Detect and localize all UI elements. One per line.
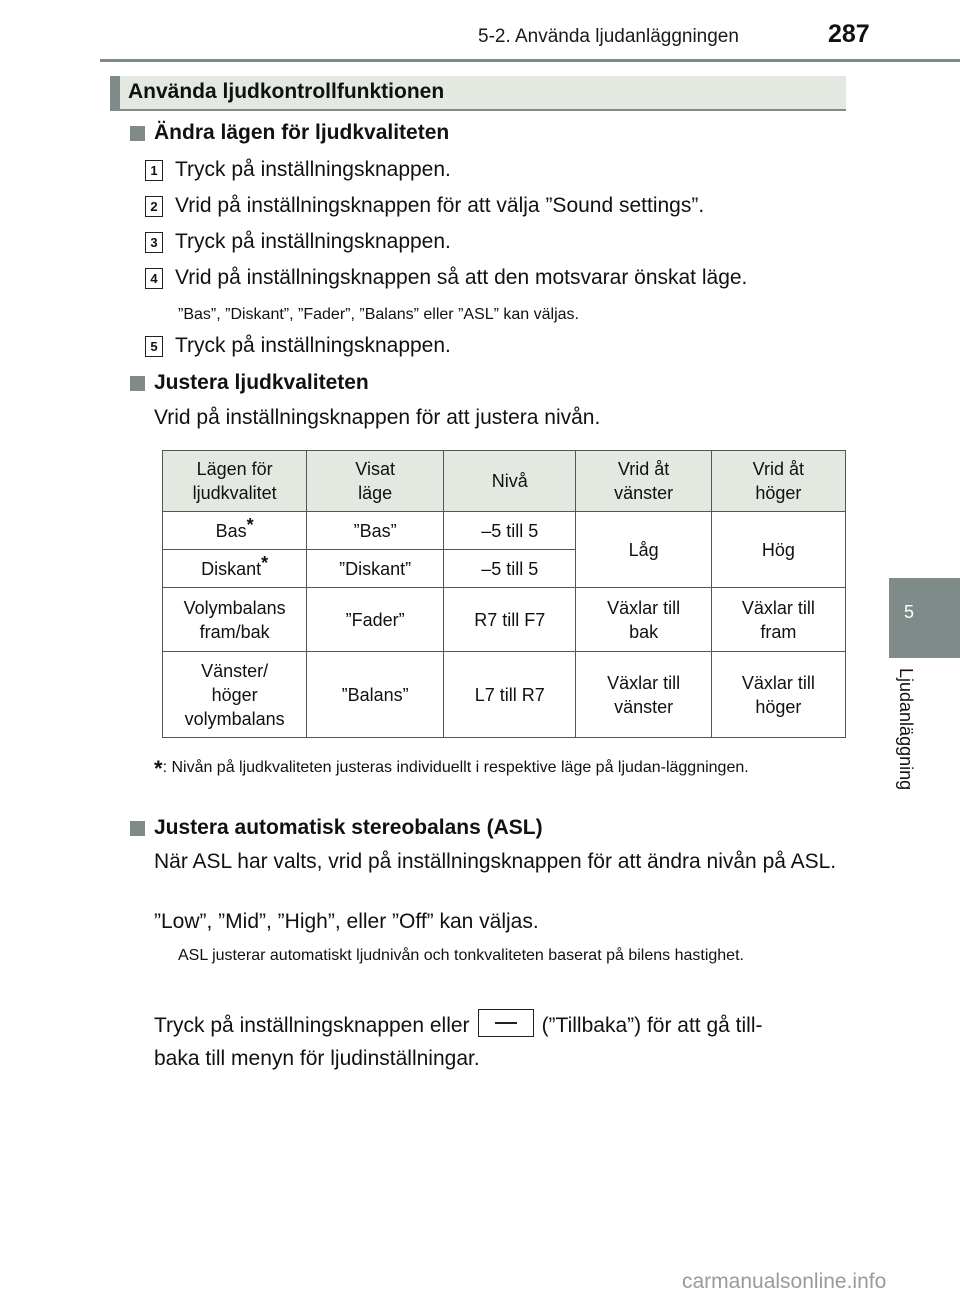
col-header-display	[307, 451, 444, 512]
header-line: ljudkvalitet	[192, 483, 277, 503]
col-header-mode	[163, 451, 307, 512]
cell-display: ”Fader”	[307, 588, 444, 652]
asl-description: När ASL har valts, vrid på inställningsknappen för att ändra nivån på ASL.	[154, 850, 837, 873]
cell-line: höger	[211, 684, 258, 705]
back-instruction-line2: baka till menyn för ljudinställningar.	[154, 1047, 480, 1070]
section-title-bar	[110, 76, 846, 111]
cell-turn-left	[576, 652, 711, 738]
cell-line: Växlar till	[607, 597, 681, 618]
step-4-note: ”Bas”, ”Diskant”, ”Fader”, ”Balans” eller ”ASL” kan väljas.	[178, 306, 579, 323]
cell-display: ”Diskant”	[307, 550, 444, 588]
col-header-level	[444, 451, 576, 512]
step-text: Vrid på inställningsknappen för att välja ”Sound settings”.	[175, 194, 705, 217]
subheading-text: Justera automatisk stereobalans (ASL)	[154, 816, 543, 839]
header-line: Vrid åt	[752, 459, 805, 479]
header-line: Nivå	[491, 471, 528, 491]
step-number-box: 1	[145, 160, 163, 181]
section-accent	[110, 76, 120, 111]
cell-turn-right	[711, 652, 845, 738]
cell-display: ”Bas”	[307, 512, 444, 550]
header-line: vänster	[614, 483, 674, 503]
header-line: höger	[755, 483, 802, 503]
chapter-tab	[889, 578, 960, 658]
cell-turn-left	[576, 588, 711, 652]
table-footnote	[154, 752, 840, 780]
cell-level: –5 till 5	[444, 512, 576, 550]
col-header-turn-left	[576, 451, 711, 512]
cell-turn-left: Låg	[576, 512, 711, 588]
step-5	[145, 334, 451, 358]
asl-note: ASL justerar automatiskt ljudnivån och tonkvaliteten baserat på bilens hastighet.	[178, 947, 744, 964]
footnote-asterisk: *	[154, 756, 163, 781]
step-number-box: 3	[145, 232, 163, 253]
cell-level: –5 till 5	[444, 550, 576, 588]
cell-turn-right: Hög	[711, 512, 845, 588]
subheading-text: Ändra lägen för ljudkvaliteten	[154, 121, 450, 144]
back-text-after: (”Tillbaka”) för att gå till-	[541, 1014, 763, 1037]
cell-display: ”Balans”	[307, 652, 444, 738]
step-number-box: 4	[145, 268, 163, 289]
cell-line: Vänster/	[201, 660, 269, 681]
asl-options: ”Low”, ”Mid”, ”High”, eller ”Off” kan väljas.	[154, 910, 539, 933]
step-number-box: 5	[145, 336, 163, 357]
footnote-text: : Nivån på ljudkvaliteten justeras individuellt i respektive läge på ljudan-läggningen.	[162, 759, 749, 776]
back-button-icon	[478, 1009, 534, 1037]
step-3	[145, 230, 451, 254]
step-text: Tryck på inställningsknappen.	[175, 334, 451, 357]
page-number: 287	[828, 20, 870, 48]
back-instruction	[154, 1010, 840, 1042]
cell-line: Växlar till	[741, 597, 815, 618]
step-4	[145, 266, 747, 290]
mode-text: Diskant	[201, 558, 262, 579]
watermark: carmanualsonline.info	[682, 1270, 887, 1293]
cell-line: vänster	[614, 696, 674, 717]
table-row	[163, 588, 846, 652]
chapter-label: Ljudanläggning	[896, 668, 916, 791]
adjust-quality-text: Vrid på inställningsknappen för att justera nivån.	[154, 406, 601, 429]
subheading-adjust-quality	[130, 371, 369, 395]
chapter-number: 5	[904, 602, 915, 622]
subheading-asl	[130, 816, 543, 840]
cell-line: fram/bak	[199, 621, 270, 642]
square-bullet-icon	[130, 821, 145, 836]
cell-line: fram	[760, 621, 797, 642]
cell-mode	[163, 512, 307, 550]
cell-line: bak	[629, 621, 659, 642]
cell-turn-right	[711, 588, 845, 652]
subheading-change-mode	[130, 121, 449, 145]
cell-line: Växlar till	[741, 672, 815, 693]
cell-level: R7 till F7	[444, 588, 576, 652]
header-line: Vrid åt	[617, 459, 670, 479]
header-line: läge	[358, 483, 393, 503]
header-line: Lägen för	[196, 459, 273, 479]
subheading-text: Justera ljudkvaliteten	[154, 371, 369, 394]
asterisk-mark: *	[261, 552, 269, 573]
back-text-before: Tryck på inställningsknappen eller	[154, 1014, 470, 1037]
mode-text: Bas	[215, 520, 247, 541]
step-number-box: 2	[145, 196, 163, 217]
cell-mode	[163, 588, 307, 652]
header-line: Visat	[355, 459, 395, 479]
col-header-turn-right	[711, 451, 845, 512]
step-text: Tryck på inställningsknappen.	[175, 158, 451, 181]
cell-mode	[163, 550, 307, 588]
table-header-row	[163, 451, 846, 512]
square-bullet-icon	[130, 126, 145, 141]
step-2	[145, 194, 704, 218]
sound-quality-table	[162, 450, 846, 738]
running-header: 5-2. Använda ljudanläggningen	[478, 26, 739, 47]
header-divider	[100, 59, 960, 62]
cell-line: Växlar till	[607, 672, 681, 693]
step-text: Vrid på inställningsknappen så att den motsvarar önskat läge.	[175, 266, 748, 289]
asterisk-mark: *	[246, 514, 254, 535]
cell-mode	[163, 652, 307, 738]
cell-line: Volymbalans	[183, 597, 286, 618]
step-text: Tryck på inställningsknappen.	[175, 230, 451, 253]
table-row	[163, 512, 846, 550]
square-bullet-icon	[130, 376, 145, 391]
cell-line: höger	[755, 696, 802, 717]
section-title: Använda ljudkontrollfunktionen	[128, 80, 445, 103]
cell-level: L7 till R7	[444, 652, 576, 738]
step-1	[145, 158, 451, 182]
table-row	[163, 652, 846, 738]
cell-line: volymbalans	[184, 708, 285, 729]
